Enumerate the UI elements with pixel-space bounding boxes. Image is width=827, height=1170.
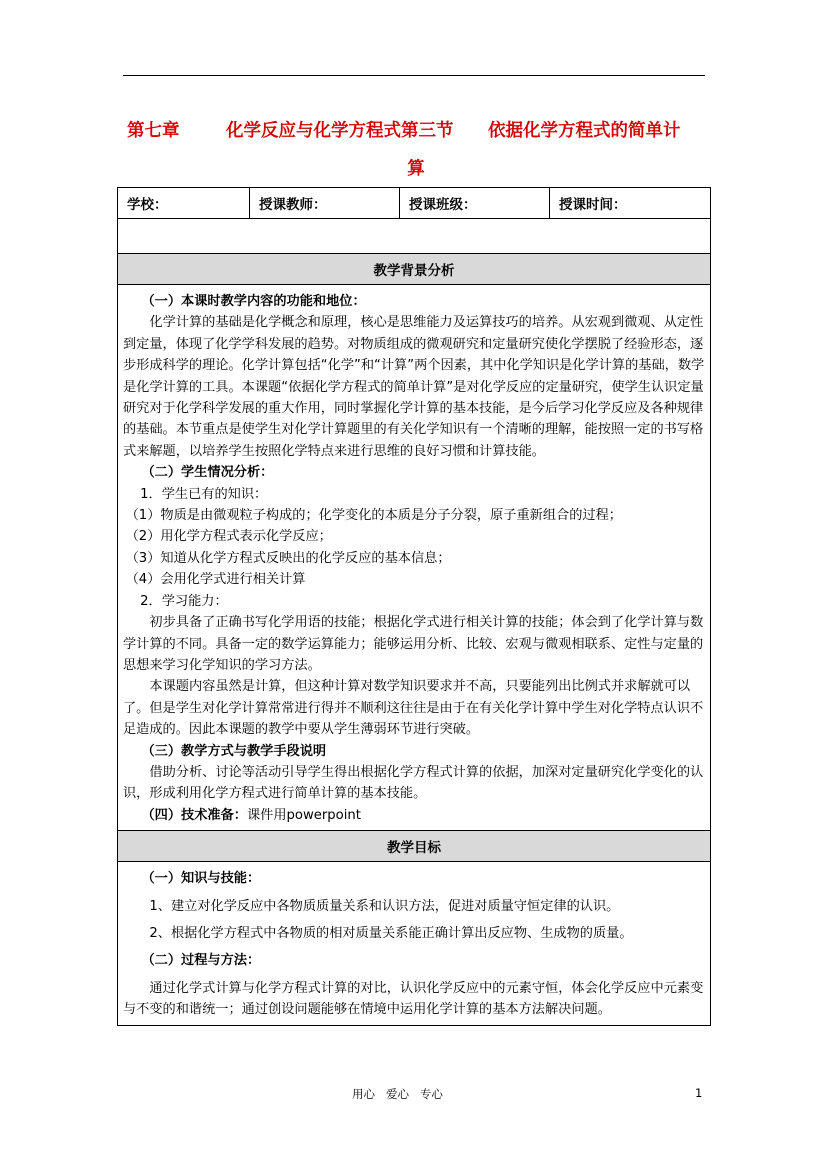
background-analysis-cell: [118, 285, 711, 831]
known-item-4: （4）会用化学式进行相关计算: [125, 572, 306, 588]
blank-row: [118, 219, 711, 254]
difficulty-paragraph: 本课题内容虽然是计算，但这种计算对数学知识要求并不高，只要能列出比例式并求解就可以了。但是学生对化学计算常常进行得并不顺利这往往是由于在有关化学计算中学生对化学特点认识不足造成的。因此本课题的教学中要从学生薄弱环节进行突破。: [123, 679, 704, 738]
ability-paragraph: 初步具备了正确书写化学用语的技能；根据化学式进行相关计算的技能；体会到了化学计算与数学计算的不同。具备一定的数学运算能力；能够运用分析、比较、宏观与微观相联系、定性与定量的思想来学习化学知识的学习方法。: [123, 615, 704, 673]
class-field: 授课班级：: [400, 188, 550, 219]
subheading-process-methods: （二）过程与方法：: [141, 953, 261, 969]
school-field: 学校：: [118, 188, 250, 219]
title-topic: 依据化学方程式的简单计: [488, 121, 681, 141]
title-chapter: 第七章: [127, 121, 180, 141]
goal-item-2: 2、根据化学方程式中各物质的相对质量关系能正确计算出反应物、生成物的质量。: [149, 925, 633, 941]
known-knowledge-heading: 1．学生已有的知识：: [140, 486, 268, 502]
subheading-teaching-method: （三）教学方式与教学手段说明: [141, 743, 327, 759]
header-rule: [123, 75, 705, 76]
teacher-field: 授课教师：: [250, 188, 400, 219]
footer-motto: 用心 爱心 专心: [352, 1087, 443, 1101]
subheading-student-analysis: （二）学生情况分析：: [141, 465, 274, 481]
section-heading-goals: 教学目标: [118, 831, 711, 862]
tech-prep-line: [123, 805, 705, 826]
paragraph-process-methods: 通过化学式计算与化学方程式计算的对比，认识化学反应中的元素守恒，体会化学反应中元素变与不变的和谐统一；通过创设问题能够在情境中运用化学计算的基本方法解决问题。: [123, 980, 704, 1018]
ability-heading: 2．学习能力：: [140, 593, 228, 609]
subheading-content-role: （一）本课时教学内容的功能和地位：: [141, 294, 366, 309]
subheading-knowledge-skills: （一）知识与技能：: [141, 871, 261, 887]
tech-prep-value: 课件用powerpoint: [246, 807, 361, 823]
known-item-3: （3）知道从化学方程式反映出的化学反应的基本信息；: [125, 550, 451, 566]
paragraph-teaching-method: 借助分析、讨论等活动引导学生得出根据化学方程式计算的依据，加深对定量研究化学变化的认识，形成利用化学方程式进行简单计算的基本技能。: [123, 764, 704, 802]
known-item-1: （1）物质是由微观粒子构成的；化学变化的本质是分子分裂，原子重新组合的过程；: [125, 508, 622, 524]
teaching-goals-cell: [118, 862, 711, 1025]
page-number: 1: [695, 1086, 703, 1100]
section-heading-background: 教学背景分析: [118, 254, 711, 285]
lesson-plan-table: [117, 187, 711, 1026]
known-item-2: （2）用化学方程式表示化学反应；: [125, 529, 332, 545]
paragraph-content-role: 化学计算的基础是化学概念和原理，核心是思维能力及运算技巧的培养。从宏观到微观、从定性到定量，体现了化学学科发展的趋势。对物质组成的微观研究和定量研究使化学摆脱了经验形态，逐步形成科学的理论。化学计算包括“化学”和“计算”两个因素，其中化学知识是化学计算的基础，数学是化学计算的工具。本课题“依据化学方程式的简单计算”是对化学反应的定量研究，使学生认识定量研究对于化学科学发展的重大作用，同时掌握化学计算的基本技能，是今后学习化学反应及各种规律的基础。本节重点是使学生对化学计算题里的有关化学知识有一个清晰的理解，能按照一定的书写格式来解题，以培养学生按照化学特点来进行思维的良好习惯和计算技能。: [123, 315, 705, 459]
goal-item-1: 1、建立对化学反应中各物质质量关系和认识方法，促进对质量守恒定律的认识。: [149, 898, 620, 914]
tech-prep-label: （四）技术准备：: [141, 807, 247, 823]
document-title-continued: 算: [407, 159, 425, 179]
title-section: 化学反应与化学方程式第三节: [226, 121, 454, 141]
time-field: 授课时间：: [550, 188, 711, 219]
